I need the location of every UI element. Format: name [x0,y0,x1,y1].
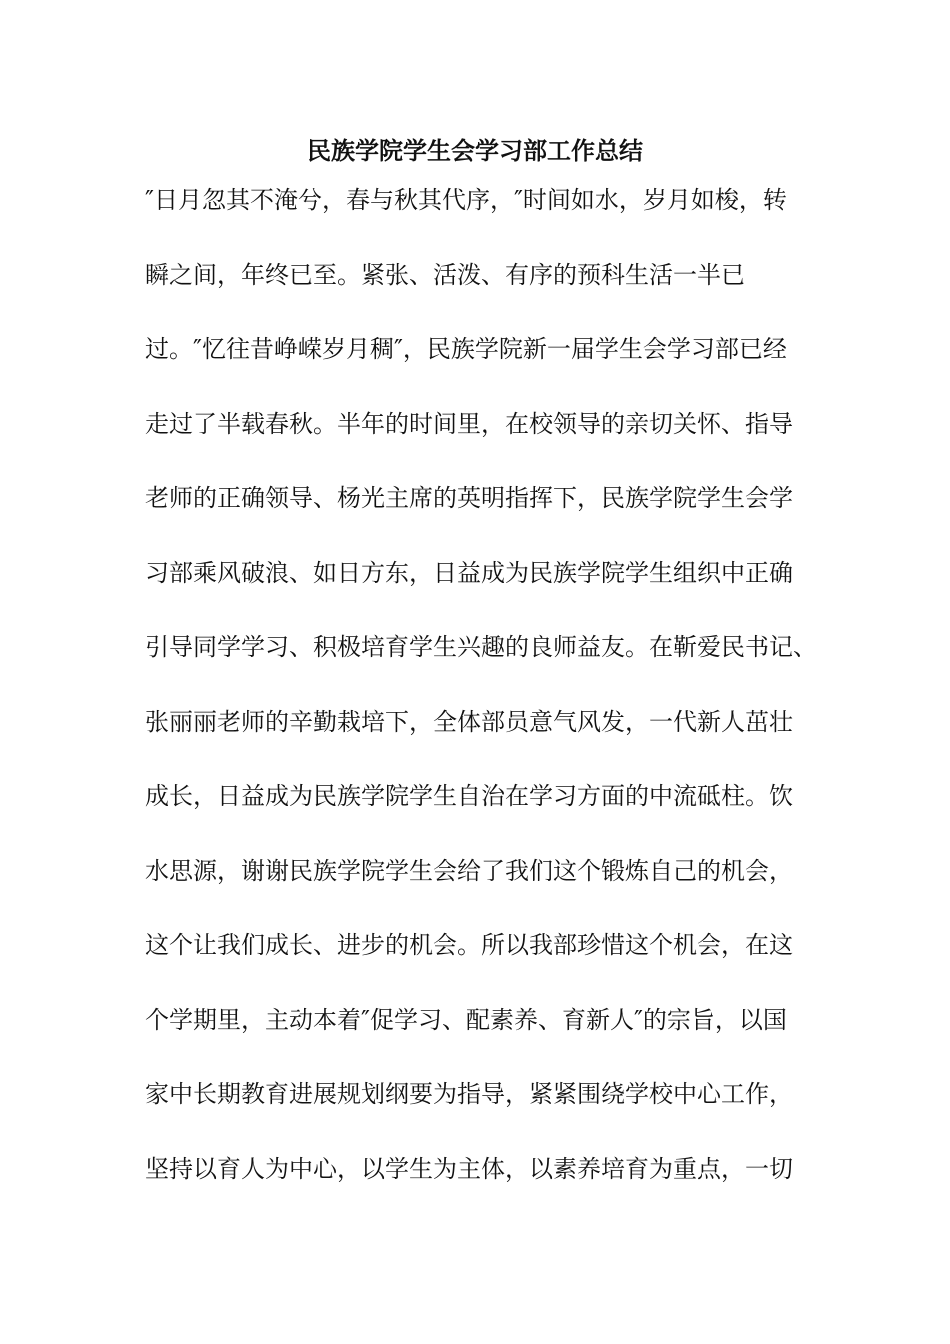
body-line: 家中长期教育进展规划纲要为指导，紧紧围绕学校中心工作， [145,1080,793,1108]
body-line: 老师的正确领导、杨光主席的英明指挥下，民族学院学生会学 [145,484,793,512]
document-title: 民族学院学生会学习部工作总结 [307,136,643,165]
body-line: 个学期里，主动本着″促学习、配素养、育新人″的宗旨，以国 [145,1005,787,1034]
document-body [145,177,845,1220]
body-line: ″日月忽其不淹兮，春与秋其代序，″时间如水，岁月如梭，转 [145,186,787,214]
body-line: 引导同学学习、积极培育学生兴趣的良师益友。在靳爱民书记、 [145,633,817,661]
body-line: 瞬之间，年终已至。紧张、活泼、有序的预科生活一半已 [145,260,745,289]
body-line: 张丽丽老师的辛勤栽培下，全体部员意气风发，一代新人茁壮 [145,707,793,736]
body-line: 水思源，谢谢民族学院学生会给了我们这个锻炼自己的机会， [145,856,793,885]
body-line: 成长，日益成为民族学院学生自治在学习方面的中流砥柱。饮 [145,782,793,810]
body-line: 走过了半载春秋。半年的时间里，在校领导的亲切关怀、指导 [145,409,793,438]
body-line: 习部乘风破浪、如日方东，日益成为民族学院学生组织中正确 [145,558,793,587]
body-line: 坚持以育人为中心，以学生为主体，以素养培育为重点，一切 [145,1154,793,1183]
body-line: 过。″忆往昔峥嵘岁月稠″，民族学院新一届学生会学习部已经 [145,335,787,363]
body-line: 这个让我们成长、进步的机会。所以我部珍惜这个机会，在这 [145,931,793,959]
